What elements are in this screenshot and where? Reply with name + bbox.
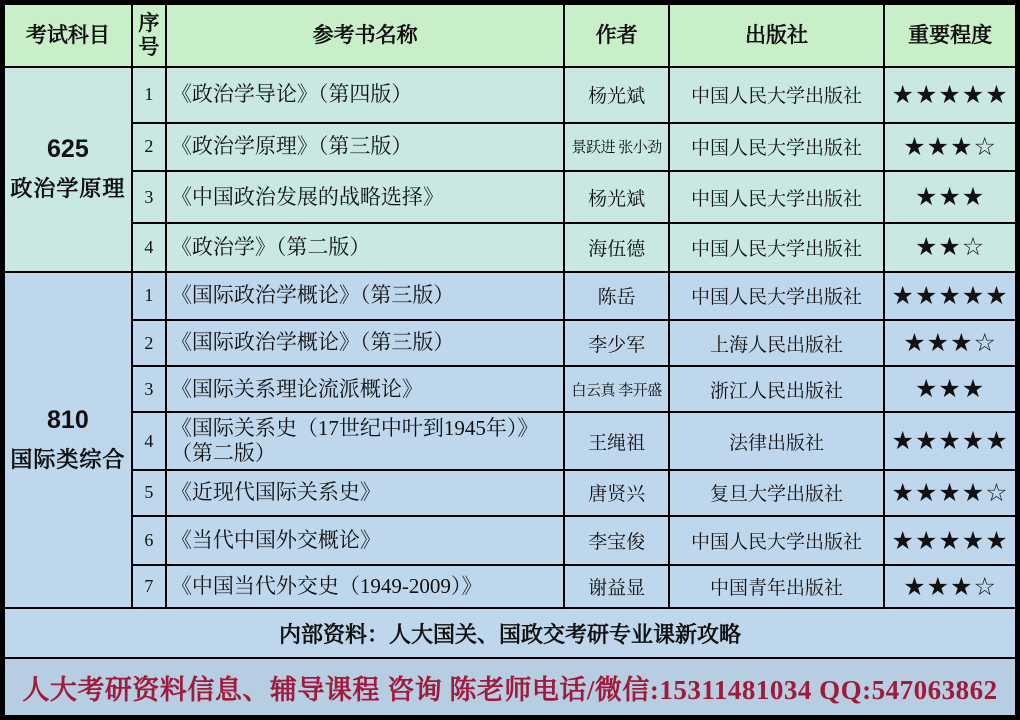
publisher-cell: 上海人民出版社 bbox=[669, 320, 884, 366]
publisher-cell: 中国人民大学出版社 bbox=[669, 171, 884, 223]
book-title-cell: 《国际关系理论流派概论》 bbox=[166, 366, 564, 413]
subject-name: 政治学原理 bbox=[10, 176, 126, 202]
book-title-cell: 《国际政治学概论》（第三版） bbox=[166, 320, 564, 366]
author-cell: 李少军 bbox=[564, 320, 669, 366]
publisher-cell: 中国青年出版社 bbox=[669, 565, 884, 609]
table-row bbox=[4, 565, 1016, 609]
author-cell: 唐贤兴 bbox=[564, 470, 669, 517]
subject-code: 625 bbox=[47, 135, 89, 164]
table-row bbox=[4, 516, 1016, 565]
publisher-cell: 浙江人民出版社 bbox=[669, 366, 884, 413]
table-row bbox=[4, 366, 1016, 413]
publisher-cell: 中国人民大学出版社 bbox=[669, 272, 884, 321]
subject-code: 810 bbox=[47, 406, 89, 435]
publisher-cell: 复旦大学出版社 bbox=[669, 470, 884, 517]
table-row bbox=[4, 412, 1016, 469]
seq-cell: 6 bbox=[132, 516, 166, 565]
book-title-cell: 《国际关系史（17世纪中叶到1945年）》（第二版） bbox=[166, 412, 564, 469]
contact-text: 人大考研资料信息、辅导课程 咨询 陈老师电话/微信:15311481034 QQ:547063862 bbox=[4, 658, 1016, 716]
subject-name: 国际类综合 bbox=[10, 447, 126, 473]
contact-row bbox=[4, 658, 1016, 716]
publisher-cell: 中国人民大学出版社 bbox=[669, 223, 884, 272]
author-cell: 白云真 李开盛 bbox=[564, 366, 669, 413]
author-cell: 谢益显 bbox=[564, 565, 669, 609]
seq-cell: 3 bbox=[132, 171, 166, 223]
publisher-cell: 中国人民大学出版社 bbox=[669, 516, 884, 565]
internal-note-row bbox=[4, 608, 1016, 658]
column-header-publisher: 出版社 bbox=[669, 4, 884, 67]
author-cell: 李宝俊 bbox=[564, 516, 669, 565]
rating-cell: ★★★★★ bbox=[884, 272, 1016, 321]
rating-cell: ★★★★★ bbox=[884, 516, 1016, 565]
table-row bbox=[4, 223, 1016, 272]
seq-cell: 5 bbox=[132, 470, 166, 517]
rating-cell: ★★★★★ bbox=[884, 67, 1016, 123]
column-header-number: 序号 bbox=[132, 4, 166, 67]
publisher-cell: 中国人民大学出版社 bbox=[669, 67, 884, 123]
subject-cell-625 bbox=[4, 67, 132, 272]
book-title-cell: 《近现代国际关系史》 bbox=[166, 470, 564, 517]
author-cell: 杨光斌 bbox=[564, 171, 669, 223]
rating-cell: ★★★☆ bbox=[884, 565, 1016, 609]
column-header-importance: 重要程度 bbox=[884, 4, 1016, 67]
column-header-book-title: 参考书名称 bbox=[166, 4, 564, 67]
seq-cell: 4 bbox=[132, 412, 166, 469]
column-header-subject: 考试科目 bbox=[4, 4, 132, 67]
table-row bbox=[4, 67, 1016, 123]
rating-cell: ★★★ bbox=[884, 366, 1016, 413]
subject-cell-810 bbox=[4, 272, 132, 609]
seq-cell: 2 bbox=[132, 123, 166, 172]
seq-cell: 4 bbox=[132, 223, 166, 272]
book-title-cell: 《政治学原理》（第三版） bbox=[166, 123, 564, 172]
author-cell: 景跃进 张小劲 bbox=[564, 123, 669, 172]
rating-cell: ★★★☆ bbox=[884, 123, 1016, 172]
book-title-cell: 《国际政治学概论》（第三版） bbox=[166, 272, 564, 321]
seq-cell: 1 bbox=[132, 272, 166, 321]
column-header-author: 作者 bbox=[564, 4, 669, 67]
rating-cell: ★★★☆ bbox=[884, 320, 1016, 366]
table-row bbox=[4, 123, 1016, 172]
author-cell: 陈岳 bbox=[564, 272, 669, 321]
rating-cell: ★★☆ bbox=[884, 223, 1016, 272]
table-row bbox=[4, 320, 1016, 366]
table-header-row bbox=[4, 4, 1016, 67]
reference-books-table bbox=[3, 3, 1017, 717]
table-row bbox=[4, 171, 1016, 223]
publisher-cell: 法律出版社 bbox=[669, 412, 884, 469]
author-cell: 海伍德 bbox=[564, 223, 669, 272]
author-cell: 杨光斌 bbox=[564, 67, 669, 123]
publisher-cell: 中国人民大学出版社 bbox=[669, 123, 884, 172]
seq-cell: 7 bbox=[132, 565, 166, 609]
rating-cell: ★★★ bbox=[884, 171, 1016, 223]
book-title-cell: 《政治学导论》（第四版） bbox=[166, 67, 564, 123]
seq-cell: 3 bbox=[132, 366, 166, 413]
author-cell: 王绳祖 bbox=[564, 412, 669, 469]
book-title-cell: 《中国当代外交史（1949-2009）》 bbox=[166, 565, 564, 609]
book-title-cell: 《当代中国外交概论》 bbox=[166, 516, 564, 565]
rating-cell: ★★★★★ bbox=[884, 412, 1016, 469]
seq-cell: 1 bbox=[132, 67, 166, 123]
internal-note-text: 内部资料：人大国关、国政交考研专业课新攻略 bbox=[4, 608, 1016, 658]
book-title-cell: 《中国政治发展的战略选择》 bbox=[166, 171, 564, 223]
rating-cell: ★★★★☆ bbox=[884, 470, 1016, 517]
book-title-cell: 《政治学》（第二版） bbox=[166, 223, 564, 272]
table-row bbox=[4, 272, 1016, 321]
seq-cell: 2 bbox=[132, 320, 166, 366]
table-row bbox=[4, 470, 1016, 517]
